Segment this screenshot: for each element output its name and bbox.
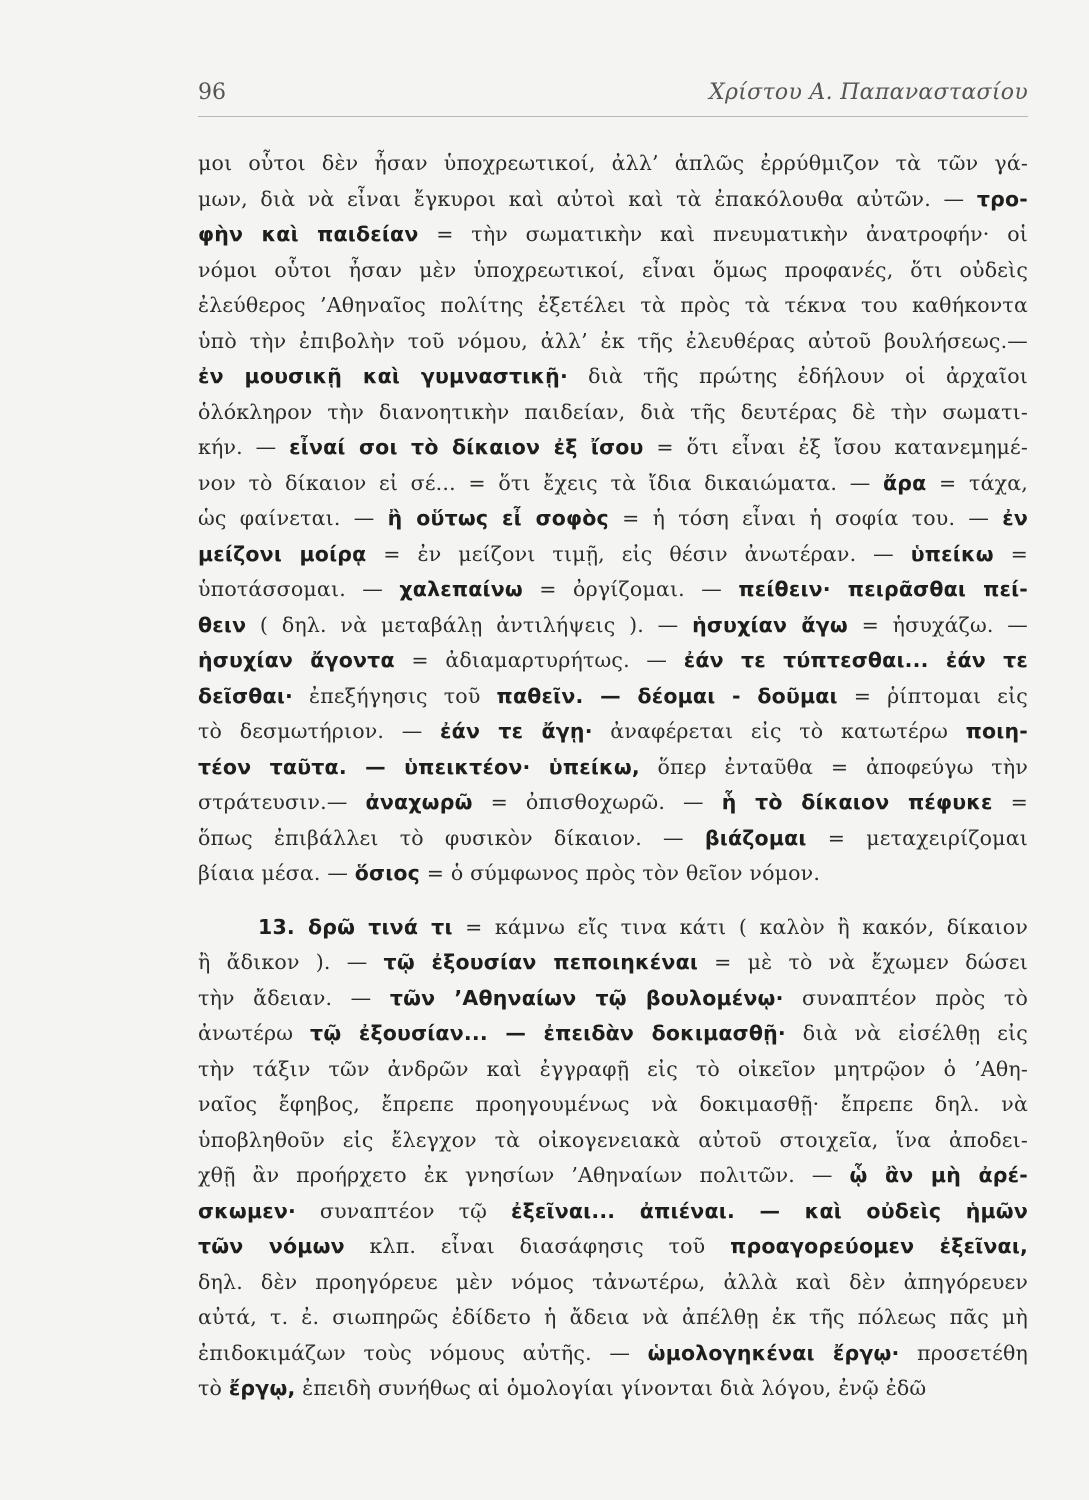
- text-line: [198, 981, 1028, 1017]
- text-run: ὑποτάσσομαι. —: [198, 577, 400, 601]
- text-line: [198, 1300, 1028, 1336]
- bold-term: ὡμολογηκέναι ἔργῳ·: [647, 1340, 900, 1365]
- bold-term: παθεῖν. — δέομαι - δοῦμαι: [496, 683, 838, 708]
- text-line: [198, 430, 1028, 466]
- paragraph: [198, 146, 1028, 892]
- bold-term: 13. δρῶ τινά τι: [258, 914, 453, 939]
- bold-term: τῶν νόμων: [198, 1234, 345, 1258]
- text-line: [198, 1194, 1028, 1230]
- text-run: ( δηλ. νὰ μεταβάλῃ ἀντιλήψεις ). —: [246, 612, 693, 637]
- text-line: [198, 253, 1028, 289]
- text-run: = ῥίπτομαι εἰς: [837, 683, 1028, 708]
- header-rule: [198, 116, 1028, 117]
- bold-term: εἶναί σοι τὸ δίκαιον ἐξ ἴσου: [289, 435, 644, 459]
- text-run: χθῇ ἂν προήρχετο ἐκ γνησίων ’Αθηναίων πολιτῶν. —: [198, 1163, 850, 1187]
- text-run: = ἀδιαμαρτυρήτως. —: [394, 648, 684, 672]
- text-run: = τὴν σωματικὴν καὶ πνευματικὴν ἀνατροφήν· οἱ: [418, 222, 1028, 246]
- bold-term: πείθειν· πειρᾶσθαι πεί-: [738, 577, 1028, 601]
- text-run: = κάμνω εἴς τινα κάτι ( καλὸν ἢ κακόν, δίκαιον: [452, 914, 1028, 939]
- text-run: συναπτέον τῷ: [296, 1198, 511, 1223]
- text-line: [198, 146, 1028, 182]
- text-run: = μὲ τὸ νὰ ἔχωμεν δώσει: [698, 950, 1028, 974]
- text-run: μοι οὗτοι δὲν ἦσαν ὑποχρεωτικοί, ἀλλ’ ἁπλῶς ἐρρύθμιζον τὰ τῶν γά-: [198, 151, 1028, 175]
- text-line: [198, 537, 1028, 573]
- text-run: ἢ ἄδικον ). —: [198, 950, 384, 974]
- text-run: ἐλεύθερος ’Αθηναῖος πολίτης ἐξετέλει τὰ πρὸς τὰ τέκνα του καθήκοντα: [198, 293, 1028, 317]
- text-line: [198, 395, 1028, 431]
- text-run: ὡς φαίνεται. —: [198, 506, 388, 530]
- paragraph-gap: [198, 892, 1028, 910]
- text-run: ὅπως ἐπιβάλλει τὸ φυσικὸν δίκαιον. —: [198, 825, 705, 850]
- text-run: τὸ δεσμωτήριον. —: [198, 719, 441, 743]
- text-line: [198, 945, 1028, 981]
- bold-term: ἐάν τε τύπτεσθαι... ἐάν τε: [683, 648, 1028, 672]
- bold-term: ὅσιος: [354, 861, 421, 885]
- text-line: [198, 1371, 1028, 1407]
- text-line: [198, 1016, 1028, 1052]
- text-run: = τάχα,: [926, 470, 1028, 495]
- text-line: [198, 359, 1028, 395]
- text-run: = ὀργίζομαι. —: [522, 577, 739, 601]
- text-run: = ἡσυχάζω. —: [847, 612, 1028, 637]
- body-text: [198, 146, 1028, 1407]
- text-line: [198, 288, 1028, 324]
- text-run: = ὀπισθοχωρῶ. —: [472, 790, 722, 814]
- text-line: [198, 1123, 1028, 1159]
- bold-term: σκωμεν·: [198, 1198, 296, 1223]
- text-run: ἀνωτέρω: [198, 1021, 311, 1045]
- bold-term: ὑπείκω: [910, 541, 994, 566]
- text-line: [198, 608, 1028, 644]
- bold-term: ἀναχωρῶ: [365, 790, 473, 814]
- text-line: [198, 324, 1028, 360]
- bold-term: ἐν μουσικῇ καὶ γυμναστικῇ·: [198, 364, 568, 388]
- bold-term: τῷ ἐξουσίαν... — ἐπειδὰν δοκιμασθῇ·: [310, 1021, 786, 1045]
- bold-term: ποιη-: [965, 719, 1028, 743]
- bold-term: ἐν: [1002, 506, 1028, 530]
- text-run: μων, διὰ νὰ εἶναι ἔγκυροι καὶ αὐτοὶ καὶ τὰ ἐπακόλουθα αὐτῶν. —: [198, 186, 977, 211]
- text-run: βίαια μέσα. —: [198, 861, 355, 885]
- text-line: [198, 679, 1028, 715]
- text-line: [198, 501, 1028, 537]
- bold-term: τῷ ἐξουσίαν πεποιηκέναι: [383, 950, 699, 974]
- text-run: κήν. —: [198, 435, 290, 459]
- text-line: [198, 785, 1028, 821]
- text-line: [198, 1087, 1028, 1123]
- text-line: [198, 643, 1028, 679]
- text-line: [198, 821, 1028, 857]
- text-run: =: [992, 790, 1028, 814]
- page-number: 96: [198, 80, 226, 105]
- text-run: ὅπερ ἐνταῦθα = ἀποφεύγω τὴν: [639, 754, 1028, 779]
- text-line: [198, 1336, 1028, 1372]
- text-run: στράτευσιν.—: [198, 790, 366, 814]
- bold-term: χαλεπαίνω: [399, 577, 523, 601]
- text-run: νόμοι οὗτοι ἦσαν μὲν ὑποχρεωτικοί, εἶναι ὅμως προφανές, ὅτι οὐδεὶς: [198, 257, 1028, 282]
- text-run: ἐπειδὴ συνήθως αἱ ὁμολογίαι γίνονται διὰ λόγου, ἐνῷ ἐδῶ: [295, 1376, 927, 1400]
- text-run: = ὁ σύμφωνος πρὸς τὸν θεῖον νόμον.: [420, 861, 821, 885]
- text-run: ναῖος ἔφηβος, ἔπρεπε προηγουμένως νὰ δοκιμασθῇ· ἔπρεπε δηλ. νὰ: [198, 1092, 1028, 1116]
- bold-term: ᾧ ἂν μὴ ἀρέ-: [849, 1163, 1028, 1187]
- bold-term: βιάζομαι: [704, 825, 807, 850]
- text-run: κλπ. εἶναι διασάφησις τοῦ: [344, 1234, 731, 1258]
- text-run: ὁλόκληρον τὴν διανοητικὴν παιδείαν, διὰ τῆς δευτέρας δὲ τὴν σωματι-: [198, 399, 1028, 424]
- bold-term: τρο-: [976, 186, 1028, 211]
- text-run: αὐτά, τ. ἐ. σιωπηρῶς ἐδίδετο ἡ ἄδεια νὰ ἀπέλθῃ ἐκ τῆς πόλεως πᾶς μὴ: [198, 1305, 1028, 1329]
- text-run: προσετέθη: [899, 1340, 1028, 1365]
- bold-term: τέον ταῦτα. — ὑπεικτέον· ὑπείκω,: [198, 754, 640, 779]
- bold-term: μείζονι μοίρᾳ: [198, 541, 367, 566]
- text-run: τὸ: [198, 1376, 229, 1400]
- text-run: συναπτέον πρὸς τὸ: [783, 985, 1028, 1010]
- text-run: =: [993, 541, 1028, 566]
- bold-term: ἢ οὕτως εἶ σοφὸς: [387, 506, 609, 530]
- text-line: [198, 466, 1028, 502]
- text-line: [198, 714, 1028, 750]
- bold-term: ἐξεῖναι... ἀπιέναι. — καὶ οὐδεὶς ἡμῶν: [510, 1198, 1028, 1223]
- text-line: [198, 910, 1028, 946]
- text-line: [198, 182, 1028, 218]
- text-run: διὰ νὰ εἰσέλθῃ εἰς: [785, 1021, 1028, 1045]
- bold-term: ἄρα: [883, 470, 927, 495]
- text-run: δηλ. δὲν προηγόρευε μὲν νόμος τἀνωτέρω, ἀλλὰ καὶ δὲν ἀπηγόρευεν: [198, 1269, 1028, 1294]
- text-run: ὑποβληθοῦν εἰς ἔλεγχον τὰ οἰκογενειακὰ αὐτοῦ στοιχεῖα, ἵνα ἀποδει-: [198, 1127, 1028, 1152]
- page-header: [198, 74, 1028, 114]
- text-line: [198, 750, 1028, 786]
- text-run: = ὅτι εἶναι ἐξ ἴσου κατανεμημέ-: [643, 435, 1028, 459]
- bold-term: ἡσυχίαν ἄγοντα: [198, 648, 395, 672]
- bold-term: φὴν καὶ παιδείαν: [198, 222, 419, 246]
- running-head: Χρίστου Α. Παπαναστασίου: [709, 80, 1028, 105]
- bold-term: προαγορεύομεν ἐξεῖναι,: [730, 1234, 1028, 1258]
- bold-term: ἐάν τε ἄγῃ·: [440, 719, 593, 743]
- text-run: τὴν ἄδειαν. —: [198, 985, 390, 1010]
- text-run: διὰ τῆς πρώτης ἐδήλουν οἱ ἀρχαῖοι: [567, 364, 1028, 388]
- text-line: [198, 1052, 1028, 1088]
- text-run: ἐπεξήγησις τοῦ: [293, 683, 497, 708]
- text-line: [198, 1229, 1028, 1265]
- text-line: [198, 1265, 1028, 1301]
- text-run: = ἡ τόση εἶναι ἡ σοφία του. —: [608, 506, 1003, 530]
- bold-term: τῶν ’Αθηναίων τῷ βουλομένῳ·: [389, 985, 784, 1010]
- bold-term: ἔργῳ,: [228, 1376, 296, 1400]
- text-run: ἀναφέρεται εἰς τὸ κατωτέρω: [592, 719, 966, 743]
- text-run: νον τὸ δίκαιον εἰ σέ... = ὅτι ἔχεις τὰ ἴδια δικαιώματα. —: [198, 470, 884, 495]
- bold-term: ἡσυχίαν ἄγω: [692, 612, 848, 637]
- text-line: [198, 572, 1028, 608]
- bold-term: ἧ τὸ δίκαιον πέφυκε: [721, 790, 993, 814]
- bold-term: δεῖσθαι·: [198, 683, 293, 708]
- text-run: ὑπὸ τὴν ἐπιβολὴν τοῦ νόμου, ἀλλ’ ἐκ τῆς ἐλευθέρας αὐτοῦ βουλήσεως.—: [198, 328, 1028, 353]
- paragraph: [198, 910, 1028, 1407]
- text-run: = μεταχειρίζομαι: [806, 825, 1028, 850]
- text-line: [198, 1158, 1028, 1194]
- text-run: τὴν τάξιν τῶν ἀνδρῶν καὶ ἐγγραφῇ εἰς τὸ οἰκεῖον μητρῷον ὁ ’Αθη-: [198, 1056, 1028, 1081]
- bold-term: θειν: [198, 612, 247, 637]
- text-run: = ἐν μείζονι τιμῇ, εἰς θέσιν ἀνωτέραν. —: [366, 541, 911, 566]
- text-line: [198, 856, 1028, 892]
- text-run: ἐπιδοκιμάζων τοὺς νόμους αὐτῆς. —: [198, 1340, 648, 1365]
- text-line: [198, 217, 1028, 253]
